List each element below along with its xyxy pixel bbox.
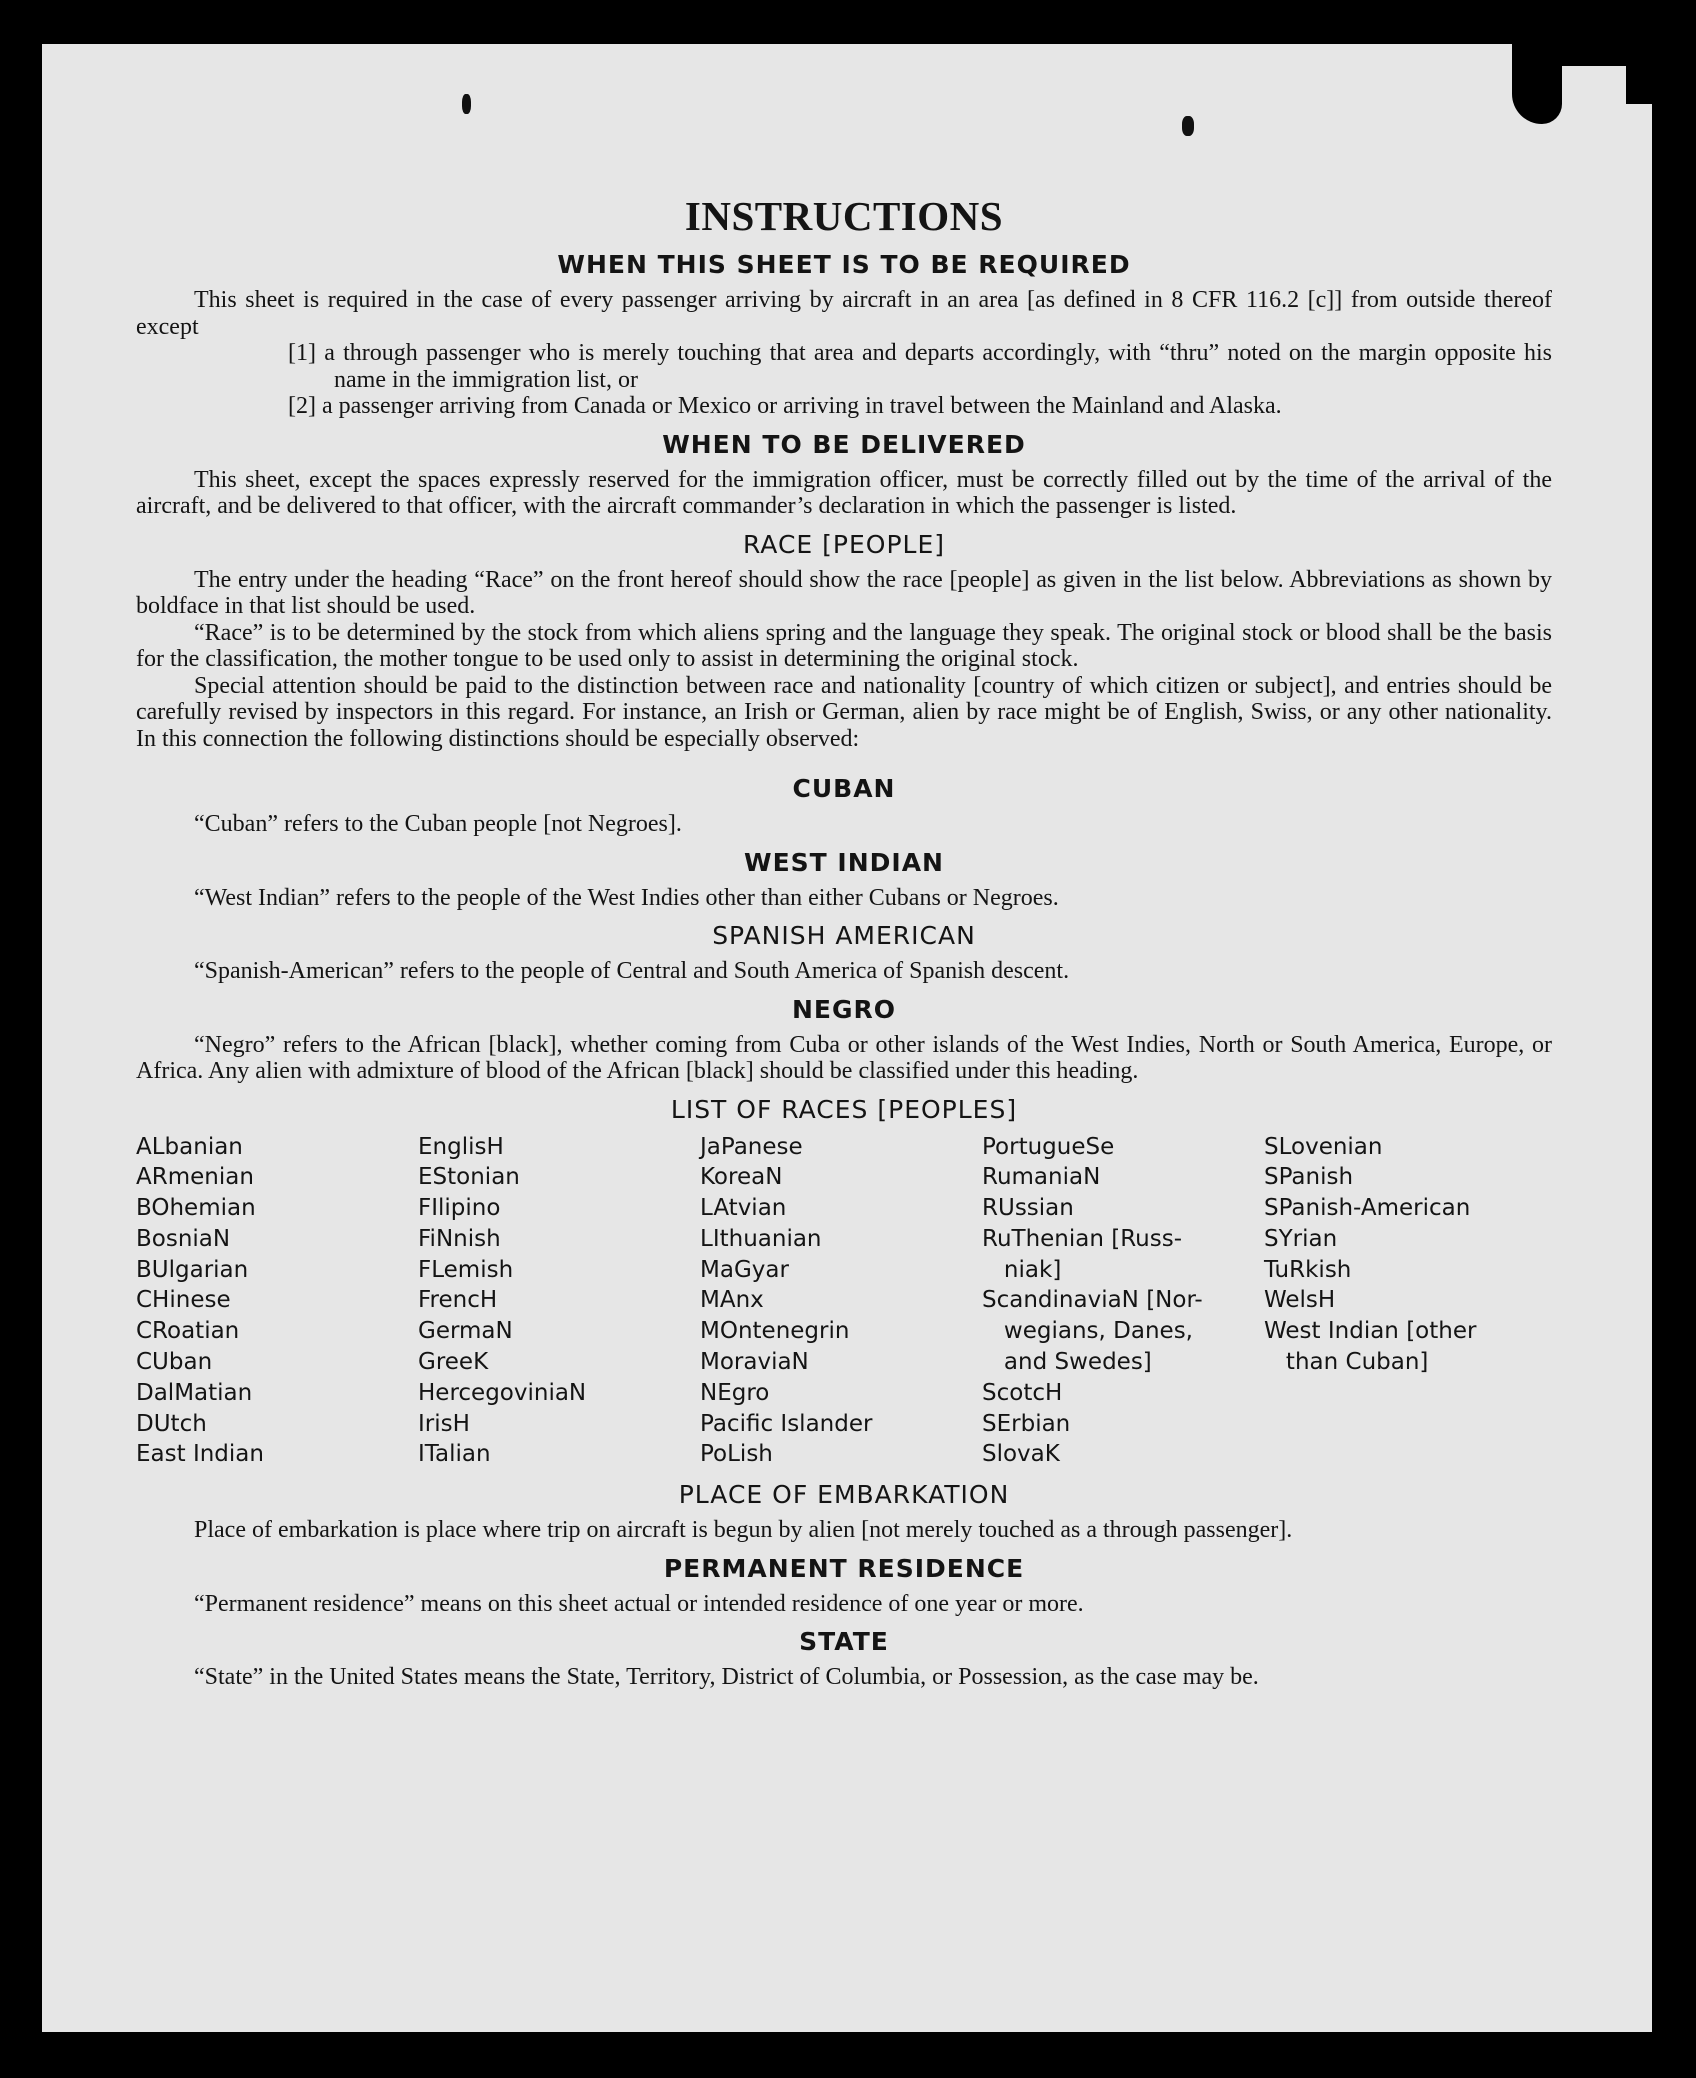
race-list-entry: FLemish <box>418 1256 514 1283</box>
race-list-entry: ARmenian <box>136 1164 254 1191</box>
race-list-entry: ScandinaviaN [Nor- <box>982 1287 1203 1314</box>
race-list-entry: RuThenian [Russ- <box>982 1225 1183 1252</box>
race-list-entry: MoraviaN <box>700 1349 809 1376</box>
required-item-1: [1] a through passenger who is merely touching that area and departs accordingly, with “thru” noted on the margin opposite his name in the immigration list, or <box>288 340 1552 393</box>
race-list-entry: FrencH <box>418 1287 498 1314</box>
embarkation-text: Place of embarkation is place where trip on aircraft is begun by alien [not merely touched as a through passenger]. <box>194 1517 1293 1544</box>
race-list-entry: PoLish <box>700 1441 773 1468</box>
race-list-entry: EnglisH <box>418 1133 504 1160</box>
race-list-entry: SPanish-American <box>1264 1195 1471 1222</box>
section-heading-embarkation: PLACE OF EMBARKATION <box>678 1480 1010 1510</box>
race-list-entry: GermaN <box>418 1318 513 1345</box>
section-heading-race: RACE [PEOPLE] <box>742 529 946 559</box>
race-list-entry: WelsH <box>1264 1287 1336 1314</box>
race-list-entry: SYrian <box>1264 1225 1338 1252</box>
punch-mark <box>462 94 471 114</box>
race-list-entry: JaPanese <box>700 1133 803 1160</box>
section-heading-cuban: CUBAN <box>792 774 896 803</box>
race-list-entry: East Indian <box>136 1441 264 1468</box>
section-heading-negro: NEGRO <box>791 994 897 1024</box>
race-list-entry: than Cuban] <box>1264 1349 1429 1376</box>
west-indian-text: “West Indian” refers to the people of the West Indies other than either Cubans or Negroes. <box>194 884 1059 911</box>
race-list-entry: MaGyar <box>700 1256 789 1283</box>
race-list-entry: BosniaN <box>136 1225 231 1252</box>
race-paragraph-2: “Race” is to be determined by the stock from which aliens spring and the language they speak. The original stock or blood shall be the basis for the classification, the mother tongue to be used only to assist in determining the original stock. <box>136 619 1552 672</box>
race-list-entry: MOntenegrin <box>700 1318 850 1345</box>
required-item-2: [2] a passenger arriving from Canada or Mexico or arriving in travel between the Mainland and Alaska. <box>288 393 1282 419</box>
section-heading-residence: PERMANENT RESIDENCE <box>663 1553 1025 1583</box>
race-list-entry: HercegoviniaN <box>418 1379 587 1406</box>
torn-corner-edge <box>1626 44 1652 104</box>
race-list-entry: DUtch <box>136 1410 207 1437</box>
race-list-entry: CUban <box>136 1349 213 1376</box>
race-list-entry: and Swedes] <box>982 1349 1152 1376</box>
section-heading-west-indian: WEST INDIAN <box>744 847 944 877</box>
race-list-entry: ScotcH <box>982 1379 1063 1406</box>
residence-text: “Permanent residence” means on this sheet actual or intended residence of one year or more. <box>194 1590 1084 1617</box>
races-column-5 <box>1264 1132 1546 1471</box>
race-list-entry: Pacific Islander <box>700 1410 873 1437</box>
torn-corner-notch <box>1512 44 1562 124</box>
race-list-entry: RumaniaN <box>982 1164 1101 1191</box>
races-column-4 <box>982 1132 1264 1471</box>
race-list-entry: KoreaN <box>700 1164 783 1191</box>
race-list-entry: ITalian <box>418 1441 491 1468</box>
race-list-entry: CHinese <box>136 1287 231 1314</box>
race-list-entry: RUssian <box>982 1195 1074 1222</box>
race-list-entry: ALbanian <box>136 1133 243 1160</box>
race-list-entry: NEgro <box>700 1379 770 1406</box>
race-list-entry: GreeK <box>418 1349 489 1376</box>
race-list-entry: LIthuanian <box>700 1225 822 1252</box>
race-list-entry: FIlipino <box>418 1195 501 1222</box>
race-list-entry: FiNnish <box>418 1225 501 1252</box>
section-heading-list-of-races: LIST OF RACES [PEOPLES] <box>670 1094 1018 1124</box>
required-intro: This sheet is required in the case of every passenger arriving by aircraft in an area [as defined in 8 CFR 116.2 [c]] from outside thereof except <box>136 287 1552 340</box>
section-heading-delivered: WHEN TO BE DELIVERED <box>662 429 1026 459</box>
race-list-entry: West Indian [other <box>1264 1318 1477 1345</box>
delivered-text: This sheet, except the spaces expressly reserved for the immigration officer, must be correctly filled out by the time of the arrival of the aircraft, and be delivered to that officer, with the aircraft commander’s declaration in which the passenger is listed. <box>136 466 1552 519</box>
race-list-entry: LAtvian <box>700 1195 787 1222</box>
race-list-entry: SErbian <box>982 1410 1071 1437</box>
race-list-entry: SLovenian <box>1264 1133 1383 1160</box>
race-list-entry: BOhemian <box>136 1195 256 1222</box>
race-list-entry: PortugueSe <box>982 1133 1115 1160</box>
race-list-entry: EStonian <box>418 1164 520 1191</box>
punch-mark <box>1182 116 1194 136</box>
document-title: INSTRUCTIONS <box>684 193 1004 239</box>
document-page <box>42 44 1652 2032</box>
cuban-text: “Cuban” refers to the Cuban people [not Negroes]. <box>194 811 682 837</box>
race-list-entry: TuRkish <box>1264 1256 1352 1283</box>
races-column-3 <box>700 1132 982 1471</box>
race-list-entry: DalMatian <box>136 1379 253 1406</box>
race-paragraph-3: Special attention should be paid to the distinction between race and nationality [country of which citizen or subject], and entries should be carefully revised by inspectors in this regard. For instance, an Irish or German, alien by race might be of English, Swiss, or any other nationality. In this connection the following distinctions should be especially observed: <box>136 672 1552 752</box>
race-list-entry: CRoatian <box>136 1318 240 1345</box>
races-list <box>136 1132 1552 1471</box>
races-column-1 <box>136 1132 418 1471</box>
spanish-american-text: “Spanish-American” refers to the people of Central and South America of Spanish descent. <box>194 958 1070 984</box>
race-list-entry: SPanish <box>1264 1164 1354 1191</box>
race-list-entry: BUlgarian <box>136 1256 249 1283</box>
race-list-entry: wegians, Danes, <box>982 1318 1193 1345</box>
race-list-entry: SlovaK <box>982 1441 1060 1468</box>
race-list-entry: niak] <box>982 1256 1062 1283</box>
races-column-2 <box>418 1132 700 1471</box>
negro-text: “Negro” refers to the African [black], whether coming from Cuba or other islands of the West Indies, North or South America, Europe, or Africa. Any alien with admixture of blood of the African [black] should be classified under this heading. <box>136 1031 1552 1084</box>
state-text: “State” in the United States means the State, Territory, District of Columbia, or Possession, as the case may be. <box>194 1664 1259 1691</box>
race-paragraph-1: The entry under the heading “Race” on the front hereof should show the race [people] as given in the list below. Abbreviations as shown by boldface in that list should be used. <box>136 566 1552 619</box>
section-heading-spanish-american: SPANISH AMERICAN <box>712 921 976 950</box>
section-heading-required: WHEN THIS SHEET IS TO BE REQUIRED <box>557 250 1131 279</box>
race-list-entry: MAnx <box>700 1287 764 1314</box>
section-heading-state: STATE <box>799 1627 889 1657</box>
race-list-entry: IrisH <box>418 1410 470 1437</box>
